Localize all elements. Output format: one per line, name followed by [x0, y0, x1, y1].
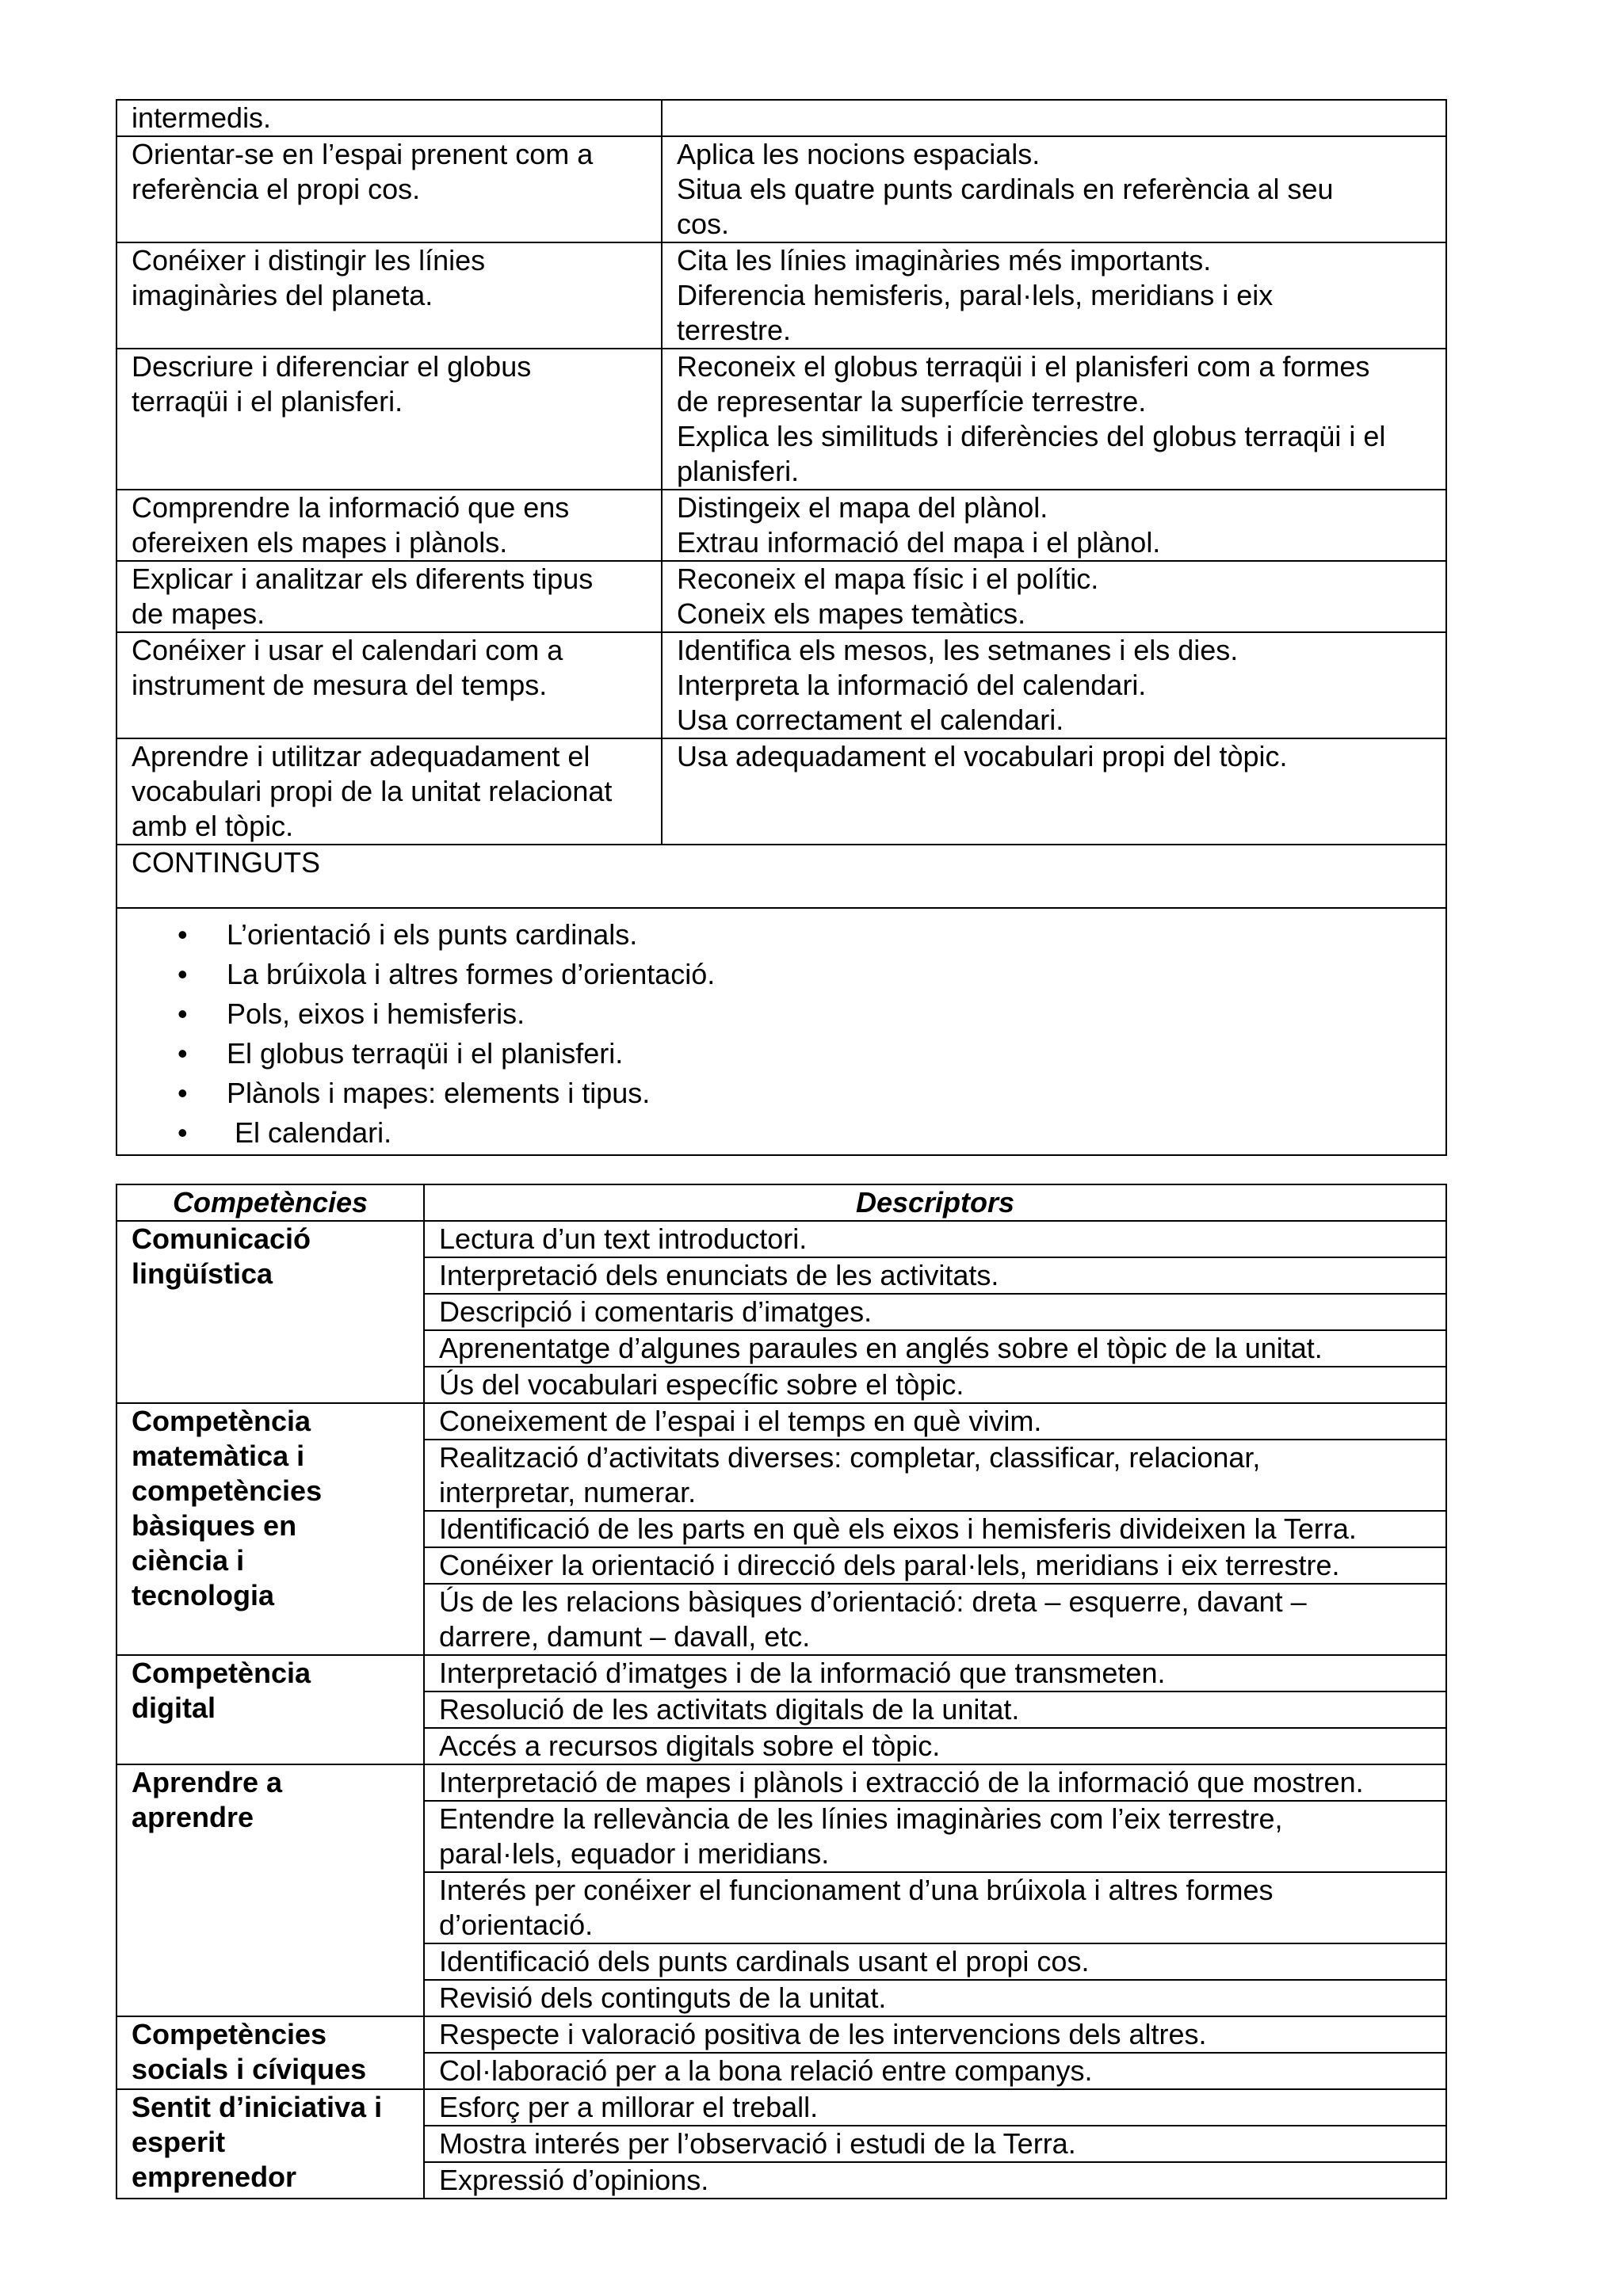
descriptor-row [116, 1764, 1446, 1801]
criterion-cell [116, 136, 662, 242]
descriptor-cell [424, 1257, 1446, 1294]
descriptor-text: Identificació dels punts cardinals usant el propi cos. [439, 1945, 1090, 1978]
competence-cell [116, 2016, 424, 2089]
criterion-text: Conéixer i usar el calendari com a [132, 634, 563, 666]
descriptor-row [116, 1403, 1446, 1440]
descriptor-cell [424, 2016, 1446, 2053]
contents-list [117, 915, 1445, 1153]
criterion-text: instrument de mesura del temps. [132, 669, 548, 701]
descriptor-text: d’orientació. [439, 1909, 594, 1941]
criterion-text: terraqüi i el planisferi. [132, 385, 403, 418]
descriptor-cell [424, 1511, 1446, 1547]
contents-list-row [116, 908, 1446, 1155]
objective-row [116, 136, 1446, 242]
criterion-cell [116, 242, 662, 349]
contents-list-item: • Plànols i mapes: elements i tipus. [227, 1074, 1445, 1113]
competence-name: aprendre [132, 1801, 254, 1833]
indicators-cell [662, 561, 1446, 632]
contents-list-item: • La brúixola i altres formes d’orientació. [227, 955, 1445, 994]
indicators-cell [662, 490, 1446, 561]
descriptor-text: Expressió d’opinions. [439, 2164, 709, 2196]
criterion-cell [116, 738, 662, 845]
descriptor-text: Entendre la rellevància de les línies imaginàries com l’eix terrestre, [439, 1802, 1283, 1835]
competence-cell [116, 1655, 424, 1764]
criterion-text: Explicar i analitzar els diferents tipus [132, 563, 594, 595]
descriptor-text: Mostra interés per l’observació i estudi de la Terra. [439, 2127, 1076, 2160]
objective-row [116, 738, 1446, 845]
descriptor-text: Accés a recursos digitals sobre el tòpic. [439, 1730, 941, 1762]
indicator-text: Interpreta la informació del calendari. [677, 669, 1147, 701]
descriptor-cell [424, 2126, 1446, 2162]
objective-row [116, 632, 1446, 738]
criterion-cell [116, 490, 662, 561]
descriptor-text: Coneixement de l’espai i el temps en què vivim. [439, 1405, 1042, 1437]
descriptor-cell [424, 1584, 1446, 1655]
criterion-text: Comprendre la informació que ens [132, 491, 570, 524]
competence-name: Competències [132, 2018, 327, 2050]
indicators-cell [662, 242, 1446, 349]
objective-row [116, 100, 1446, 136]
indicators-cell [662, 100, 1446, 136]
descriptor-text: Conéixer la orientació i direcció dels paral·lels, meridians i eix terrestre. [439, 1549, 1340, 1581]
competence-name: esperit [132, 2126, 226, 2158]
descriptor-text: Realització d’activitats diverses: completar, classificar, relacionar, [439, 1441, 1261, 1474]
descriptor-cell [424, 2162, 1446, 2199]
criterion-text: Orientar-se en l’espai prenent com a [132, 138, 594, 170]
indicator-text: Identifica els mesos, les setmanes i els dies. [677, 634, 1239, 666]
competence-cell [116, 2089, 424, 2199]
indicator-text: Usa correctament el calendari. [677, 704, 1064, 736]
indicator-text: Distingeix el mapa del plànol. [677, 491, 1048, 524]
competence-name: Competència [132, 1657, 311, 1689]
criterion-text: referència el propi cos. [132, 173, 421, 205]
criterion-cell [116, 349, 662, 490]
descriptor-text: Esforç per a millorar el treball. [439, 2091, 819, 2123]
descriptor-column-header: Descriptors [424, 1184, 1446, 1221]
criterion-text: vocabulari propi de la unitat relacionat [132, 775, 613, 807]
indicators-cell [662, 349, 1446, 490]
competence-name: lingüística [132, 1257, 273, 1290]
indicator-text: Diferencia hemisferis, paral·lels, meridians i eix [677, 279, 1274, 311]
competence-cell [116, 1764, 424, 2016]
competence-cell [116, 1221, 424, 1403]
criterion-cell [116, 100, 662, 136]
descriptor-cell [424, 1221, 1446, 1257]
competence-name: Aprendre a [132, 1766, 283, 1798]
descriptor-cell [424, 1655, 1446, 1691]
competence-name: Sentit d’iniciativa i [132, 2091, 383, 2123]
descriptor-cell [424, 1980, 1446, 2016]
criterion-cell [116, 561, 662, 632]
competence-name: digital [132, 1691, 216, 1724]
indicator-text: de representar la superfície terrestre. [677, 385, 1147, 418]
objective-row [116, 561, 1446, 632]
criterion-text: de mapes. [132, 597, 265, 630]
descriptor-text: Ús de les relacions bàsiques d’orientació: dreta – esquerre, davant – [439, 1585, 1307, 1618]
criterion-text: intermedis. [132, 101, 272, 134]
competence-name: socials i cíviques [132, 2053, 367, 2085]
descriptor-text: interpretar, numerar. [439, 1476, 697, 1508]
competence-name: ciència i [132, 1544, 245, 1577]
competence-name: Comunicació [132, 1222, 311, 1255]
indicator-text: Reconeix el mapa físic i el polític. [677, 563, 1099, 595]
objective-row [116, 490, 1446, 561]
contents-list-item: • L’orientació i els punts cardinals. [227, 915, 1445, 955]
descriptor-text: Lectura d’un text introductori. [439, 1222, 808, 1255]
indicator-text: Reconeix el globus terraqüi i el planisferi com a formes [677, 350, 1370, 383]
contents-list-item: • El calendari. [227, 1113, 1445, 1153]
indicator-text: Explica les similituds i diferències del globus terraqüi i el [677, 420, 1386, 452]
descriptor-cell [424, 2089, 1446, 2126]
contents-heading: CONTINGUTS [116, 845, 1446, 908]
indicators-cell [662, 738, 1446, 845]
descriptor-cell [424, 1330, 1446, 1367]
criterion-text: amb el tòpic. [132, 810, 294, 842]
descriptor-text: Interés per conéixer el funcionament d’una brúixola i altres formes [439, 1874, 1274, 1906]
indicator-text: Coneix els mapes temàtics. [677, 597, 1026, 630]
descriptor-row [116, 2016, 1446, 2053]
descriptor-row [116, 1655, 1446, 1691]
competence-name: emprenedor [132, 2161, 297, 2193]
descriptor-cell [424, 1691, 1446, 1728]
competence-name: bàsiques en [132, 1509, 297, 1542]
criterion-text: imaginàries del planeta. [132, 279, 433, 311]
descriptor-text: darrere, damunt – davall, etc. [439, 1620, 811, 1653]
descriptor-text: paral·lels, equador i meridians. [439, 1837, 830, 1870]
indicator-text: Usa adequadament el vocabulari propi del tòpic. [677, 740, 1288, 772]
descriptor-row [116, 2089, 1446, 2126]
descriptor-cell [424, 1764, 1446, 1801]
objectives-table [116, 99, 1447, 1156]
indicator-text: cos. [677, 208, 730, 240]
descriptor-text: Interpretació de mapes i plànols i extracció de la informació que mostren. [439, 1766, 1364, 1798]
descriptor-cell [424, 1294, 1446, 1330]
contents-heading-row [116, 845, 1446, 908]
competence-name: competències [132, 1474, 323, 1507]
indicator-text: Aplica les nocions espacials. [677, 138, 1041, 170]
descriptor-text: Resolució de les activitats digitals de la unitat. [439, 1693, 1020, 1726]
descriptor-text: Revisió dels continguts de la unitat. [439, 1981, 887, 2014]
descriptor-text: Interpretació d’imatges i de la informació que transmeten. [439, 1657, 1166, 1689]
indicator-text: Extrau informació del mapa i el plànol. [677, 526, 1161, 559]
competence-name: matemàtica i [132, 1440, 305, 1472]
descriptor-cell [424, 1943, 1446, 1980]
descriptor-text: Ús del vocabulari específic sobre el tòpic. [439, 1368, 964, 1401]
criterion-cell [116, 632, 662, 738]
indicator-text: Situa els quatre punts cardinals en referència al seu [677, 173, 1334, 205]
indicators-cell [662, 632, 1446, 738]
indicators-cell [662, 136, 1446, 242]
descriptor-text: Aprenentatge d’algunes paraules en anglés sobre el tòpic de la unitat. [439, 1332, 1323, 1364]
descriptor-text: Interpretació dels enunciats de les activitats. [439, 1259, 999, 1291]
objective-row [116, 349, 1446, 490]
indicator-text: terrestre. [677, 314, 792, 346]
descriptor-cell [424, 2053, 1446, 2089]
competence-name: tecnologia [132, 1579, 275, 1611]
criterion-text: Conéixer i distingir les línies [132, 244, 486, 277]
competences-table [116, 1184, 1447, 2199]
contents-list-item: • El globus terraqüi i el planisferi. [227, 1034, 1445, 1074]
competence-cell [116, 1403, 424, 1655]
criterion-text: Aprendre i utilitzar adequadament el [132, 740, 590, 772]
competence-column-header: Competències [116, 1184, 424, 1221]
descriptor-text: Respecte i valoració positiva de les intervencions dels altres. [439, 2018, 1207, 2050]
descriptor-text: Identificació de les parts en què els eixos i hemisferis divideixen la Terra. [439, 1512, 1357, 1545]
descriptor-text: Col·laboració per a la bona relació entre companys. [439, 2054, 1093, 2087]
descriptor-row [116, 1221, 1446, 1257]
descriptor-cell [424, 1728, 1446, 1764]
descriptor-cell [424, 1801, 1446, 1872]
descriptor-cell [424, 1403, 1446, 1440]
descriptor-cell [424, 1440, 1446, 1511]
descriptor-cell [424, 1872, 1446, 1943]
descriptor-cell [424, 1367, 1446, 1403]
objective-row [116, 242, 1446, 349]
criterion-text: Descriure i diferenciar el globus [132, 350, 532, 383]
indicator-text: Cita les línies imaginàries més importants. [677, 244, 1212, 277]
descriptor-text: Descripció i comentaris d’imatges. [439, 1295, 873, 1328]
descriptor-cell [424, 1547, 1446, 1584]
criterion-text: ofereixen els mapes i plànols. [132, 526, 508, 559]
indicator-text: planisferi. [677, 455, 800, 487]
competences-header-row [116, 1184, 1446, 1221]
contents-list-item: • Pols, eixos i hemisferis. [227, 994, 1445, 1034]
competence-name: Competència [132, 1405, 311, 1437]
